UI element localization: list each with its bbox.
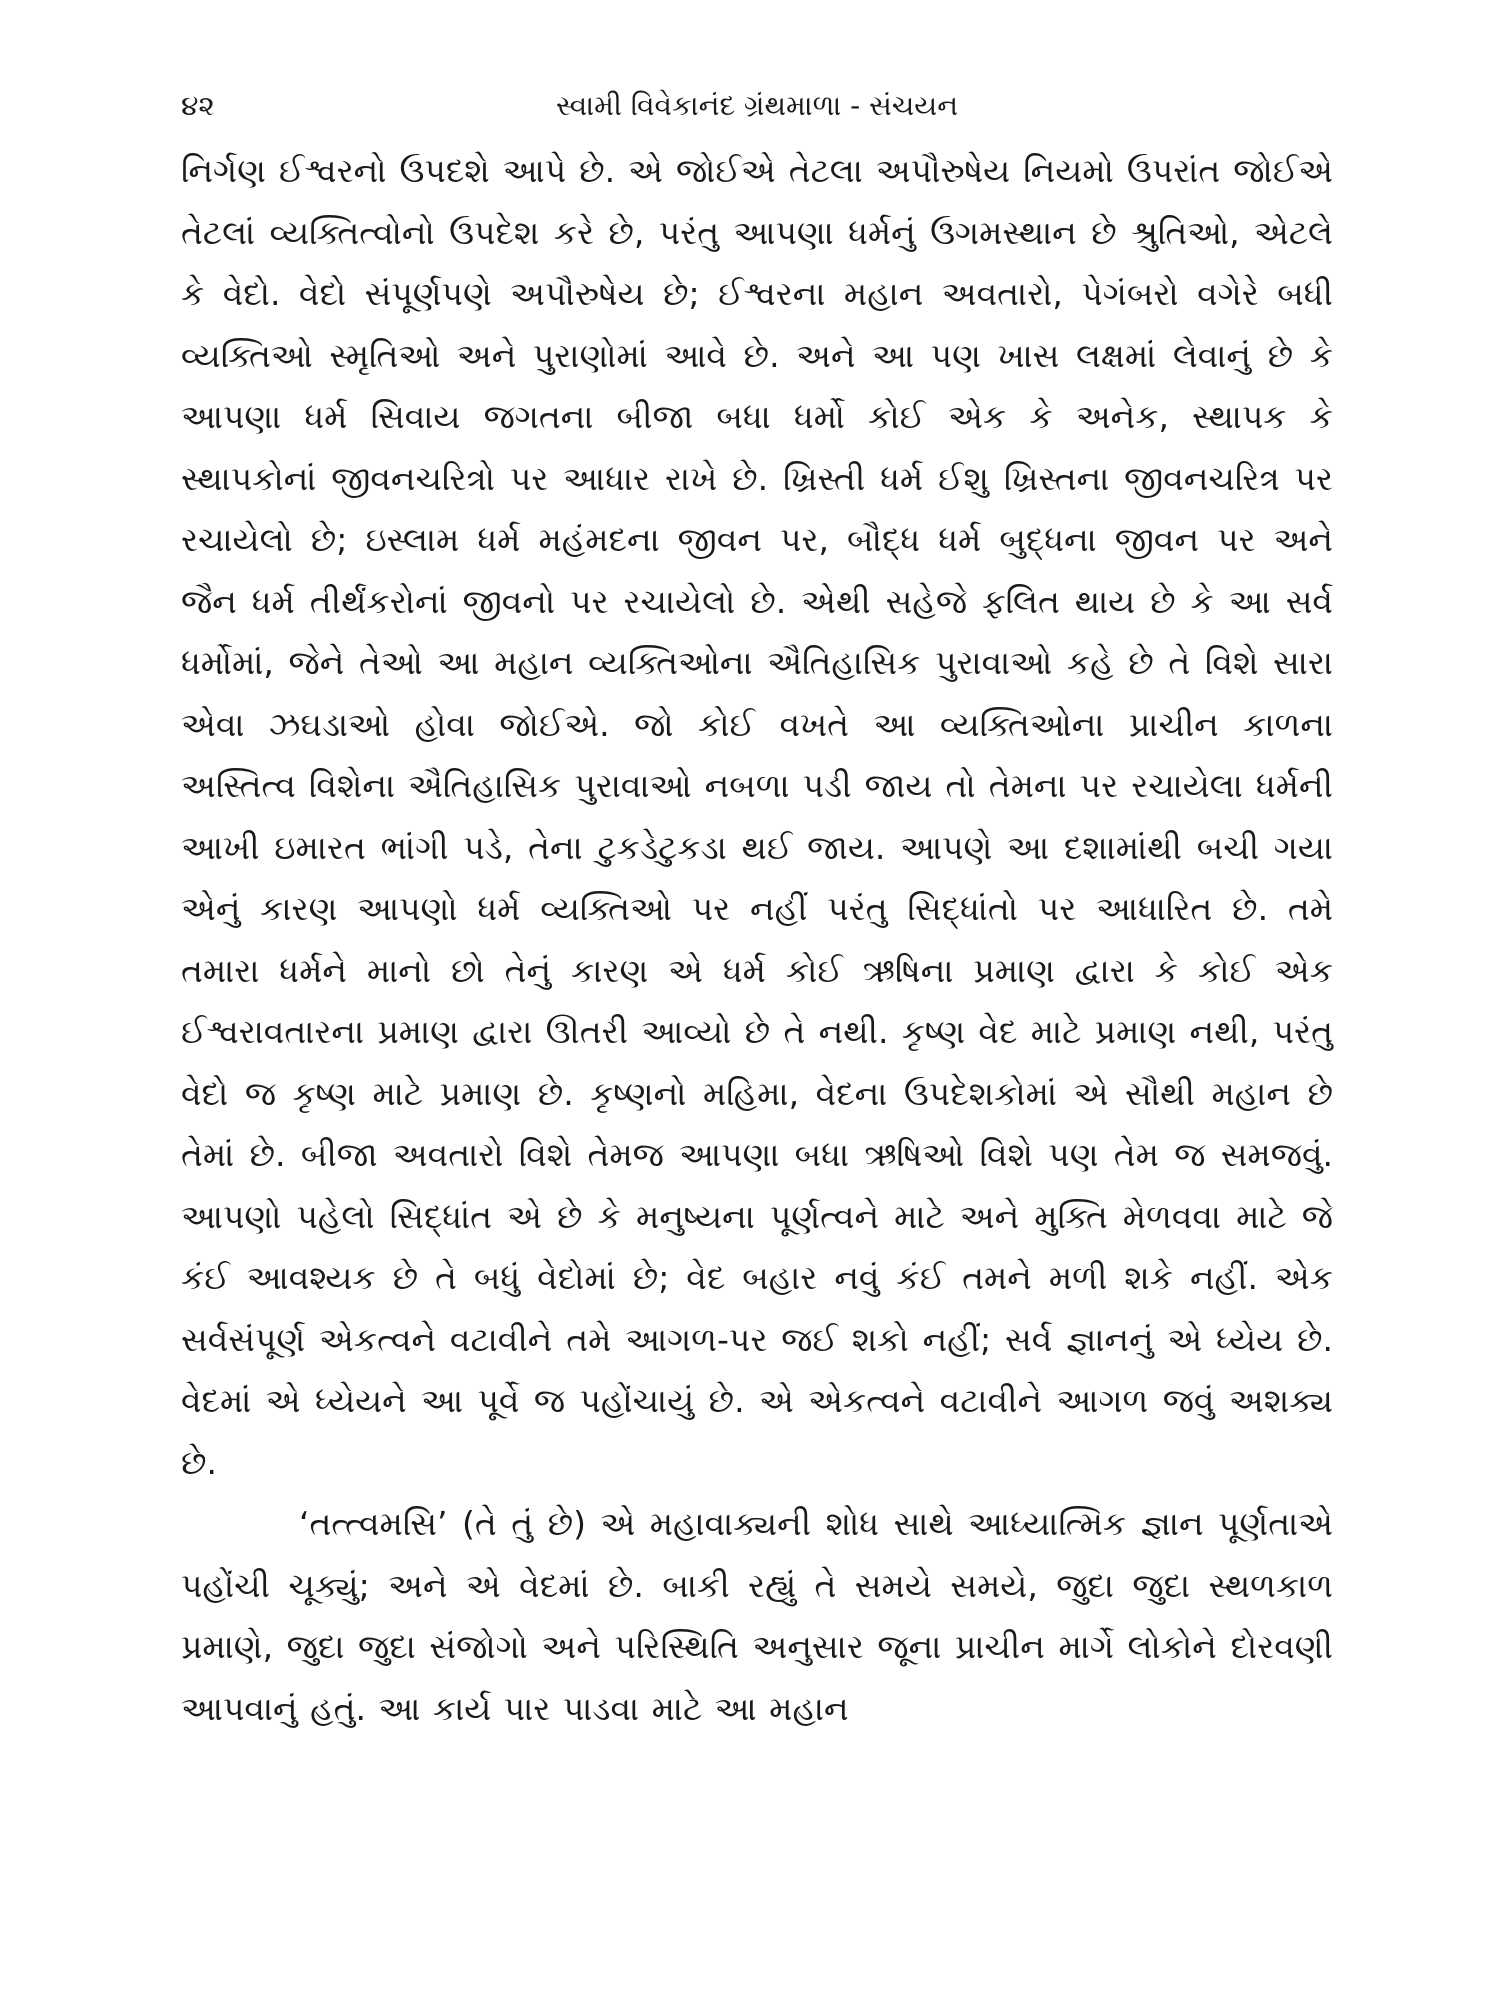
book-title: સ્વામી વિવેકાનંદ ગ્રંથમાળા - સંચયન: [555, 89, 959, 122]
body-text: [181, 140, 1333, 1739]
page-number: ૪૨: [181, 89, 215, 122]
paragraph-2: ‘તત્ત્વમસિ’ (તે તું છે) એ મહાવાક્યની શોધ સાથે આધ્યાત્મિક જ્ઞાન પૂર્ણતાએ પહોંચી ચૂક્યું; અને એ વેદમાં છે. બાકી રહ્યું તે સમયે સમયે, જુદા જુદા સ્થળકાળ પ્રમાણે, જુદા જુદા સંજોગો અને પરિસ્થિતિ અનુસાર જૂના પ્રાચીન માર્ગે લોકોને દોરવણી આપવાનું હતું. આ કાર્ય પાર પાડવા માટે આ મહાન: [181, 1504, 1333, 1728]
paragraph-1: નિર્ગણ ઈશ્વરનો ઉપદશે આપે છે. એ જોઈએ તેટલા અપૌરુષેય નિયમો ઉપરાંત જોઈએ તેટલાં વ્યક્તિત્વોનો ઉપદેશ કરે છે, પરંતુ આપણા ધર્મનું ઉગમસ્થાન છે શ્રુતિઓ, એટલે કે વેદો. વેદો સંપૂર્ણપણે અપૌરુષેય છે; ઈશ્વરના મહાન અવતારો, પેગંબરો વગેરે બધી વ્યક્તિઓ સ્મૃતિઓ અને પુરાણોમાં આવે છે. અને આ પણ ખાસ લક્ષમાં લેવાનું છે કે આપણા ધર્મ સિવાય જગતના બીજા બધા ધર્મો કોઈ એક કે અનેક, સ્થાપક કે સ્થાપકોનાં જીવનચરિત્રો પર આધાર રાખે છે. ખ્રિસ્તી ધર્મ ઈશુ ખ્રિસ્તના જીવનચરિત્ર પર રચાયેલો છે; ઇસ્લામ ધર્મ મહંમદના જીવન પર, બૌદ્ધ ધર્મ બુદ્ધના જીવન પર અને જૈન ધર્મ તીર્થંકરોનાં જીવનો પર રચાયેલો છે. એથી સહેજે ફલિત થાય છે કે આ સર્વ ધર્મોમાં, જેને તેઓ આ મહાન વ્યક્તિઓના ઐતિહાસિક પુરાવાઓ કહે છે તે વિશે સારા એવા ઝઘડાઓ હોવા જોઈએ. જો કોઈ વખતે આ વ્યક્તિઓના પ્રાચીન કાળના અસ્તિત્વ વિશેના ઐતિહાસિક પુરાવાઓ નબળા પડી જાય તો તેમના પર રચાયેલા ધર્મની આખી ઇમારત ભાંગી પડે, તેના ટુકડેટુકડા થઈ જાય. આપણે આ દશામાંથી બચી ગયા એનું કારણ આપણો ધર્મ વ્યક્તિઓ પર નહીં પરંતુ સિદ્ધાંતો પર આધારિત છે. તમે તમારા ધર્મને માનો છો તેનું કારણ એ ધર્મ કોઈ ઋષિના પ્રમાણ દ્વારા કે કોઈ એક ઈશ્વરાવતારના પ્રમાણ દ્વારા ઊતરી આવ્યો છે તે નથી. કૃષ્ણ વેદ માટે પ્રમાણ નથી, પરંતુ વેદો જ કૃષ્ણ માટે પ્રમાણ છે. કૃષ્ણનો મહિમા, વેદના ઉપદેશકોમાં એ સૌથી મહાન છે તેમાં છે. બીજા અવતારો વિશે તેમજ આપણા બધા ઋષિઓ વિશે પણ તેમ જ સમજવું. આપણો પહેલો સિદ્ધાંત એ છે કે મનુષ્યના પૂર્ણત્વને માટે અને મુક્તિ મેળવવા માટે જે કંઈ આવશ્યક છે તે બધું વેદોમાં છે; વેદ બહાર નવું કંઈ તમને મળી શકે નહીં. એક સર્વસંપૂર્ણ એકત્વને વટાવીને તમે આગળ-પર જઈ શકો નહીં; સર્વ જ્ઞાનનું એ ધ્યેય છે. વેદમાં એ ધ્યેયને આ પૂર્વે જ પહોંચાયું છે. એ એકત્વને વટાવીને આગળ જવું અશક્ય છે.: [181, 151, 1333, 1482]
running-header: [181, 86, 1333, 126]
